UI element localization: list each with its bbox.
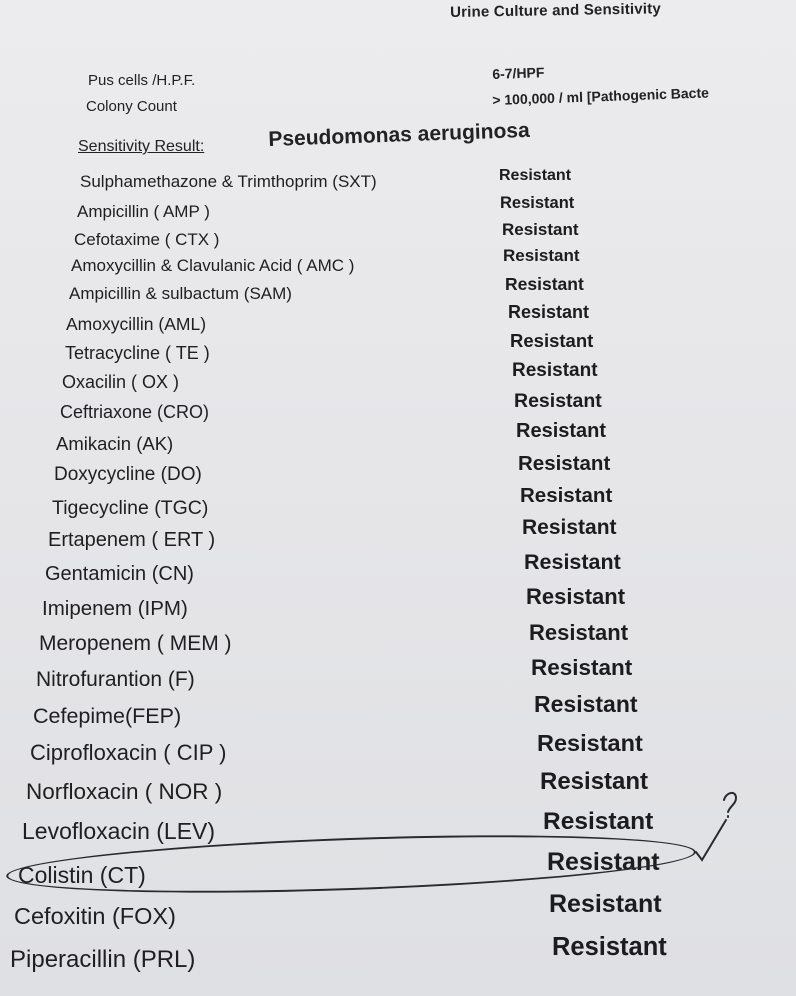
antibiotic-name: Tetracycline ( TE ) [65,343,210,363]
sensitivity-result: Resistant [547,848,660,876]
antibiotic-name: Cefoxitin (FOX) [14,903,176,929]
antibiotic-name: Piperacillin (PRL) [10,946,196,973]
sensitivity-result: Resistant [518,452,611,475]
antibiotic-name: Ciprofloxacin ( CIP ) [30,740,227,765]
sensitivity-result: Resistant [531,655,633,680]
sensitivity-result: Resistant [522,516,617,539]
organism-name: Pseudomonas aeruginosa [268,118,531,151]
sensitivity-result: Resistant [502,220,579,239]
antibiotic-name: Doxycycline (DO) [54,464,202,485]
sensitivity-result: Resistant [499,167,572,184]
antibiotic-name: Imipenem (IPM) [42,597,188,620]
antibiotic-name: Ertapenem ( ERT ) [48,529,216,551]
sensitivity-result: Resistant [524,550,621,574]
sensitivity-result: Resistant [520,484,613,507]
antibiotic-name: Cefotaxime ( CTX ) [74,230,220,249]
antibiotic-name: Ampicillin & sulbactum (SAM) [69,284,292,303]
sensitivity-result: Resistant [500,194,575,212]
sensitivity-result: Resistant [505,274,584,294]
sensitivity-result: Resistant [537,730,643,756]
handwritten-tick-mark [690,786,750,866]
antibiotic-name: Amoxycillin & Clavulanic Acid ( AMC ) [71,256,355,275]
sensitivity-result: Resistant [540,768,649,795]
sensitivity-result: Resistant [503,246,580,265]
sensitivity-result: Resistant [508,302,590,322]
colony-count-label: Colony Count [86,98,177,115]
antibiotic-name: Gentamicin (CN) [45,563,194,585]
sensitivity-result: Resistant [514,390,602,412]
pus-cells-value: 6-7/HPF [492,64,545,82]
sensitivity-result: Resistant [516,420,607,442]
sensitivity-result: Resistant [512,360,598,381]
antibiotic-name: Levofloxacin (LEV) [22,818,216,844]
sensitivity-result: Resistant [526,584,626,609]
antibiotic-name: Meropenem ( MEM ) [39,632,232,655]
antibiotic-name: Nitrofurantion (F) [36,668,195,691]
antibiotic-name: Ampicillin ( AMP ) [77,202,210,221]
antibiotic-name: Norfloxacin ( NOR ) [26,779,223,804]
antibiotic-name: Colistin (CT) [18,862,146,888]
antibiotic-name: Amikacin (AK) [56,433,174,454]
antibiotic-name: Ceftriaxone (CRO) [60,402,210,422]
sensitivity-result: Resistant [552,933,667,961]
sensitivity-result-label: Sensitivity Result: [78,138,205,155]
antibiotic-name: Cefepime(FEP) [33,704,182,728]
sensitivity-result: Resistant [510,330,594,351]
sensitivity-result: Resistant [549,890,662,918]
sensitivity-result: Resistant [543,808,654,835]
sensitivity-result: Resistant [529,620,629,645]
antibiotic-name: Amoxycillin (AML) [66,314,207,334]
antibiotic-name: Sulphamethazone & Trimthoprim (SXT) [80,172,377,191]
sensitivity-result: Resistant [534,691,638,717]
colony-count-value: > 100,000 / ml [Pathogenic Bacte [492,84,710,108]
antibiotic-name: Tigecycline (TGC) [52,497,209,519]
pus-cells-label: Pus cells /H.P.F. [88,72,196,89]
antibiotic-name: Oxacilin ( OX ) [62,372,180,392]
report-title: Urine Culture and Sensitivity [450,0,662,21]
